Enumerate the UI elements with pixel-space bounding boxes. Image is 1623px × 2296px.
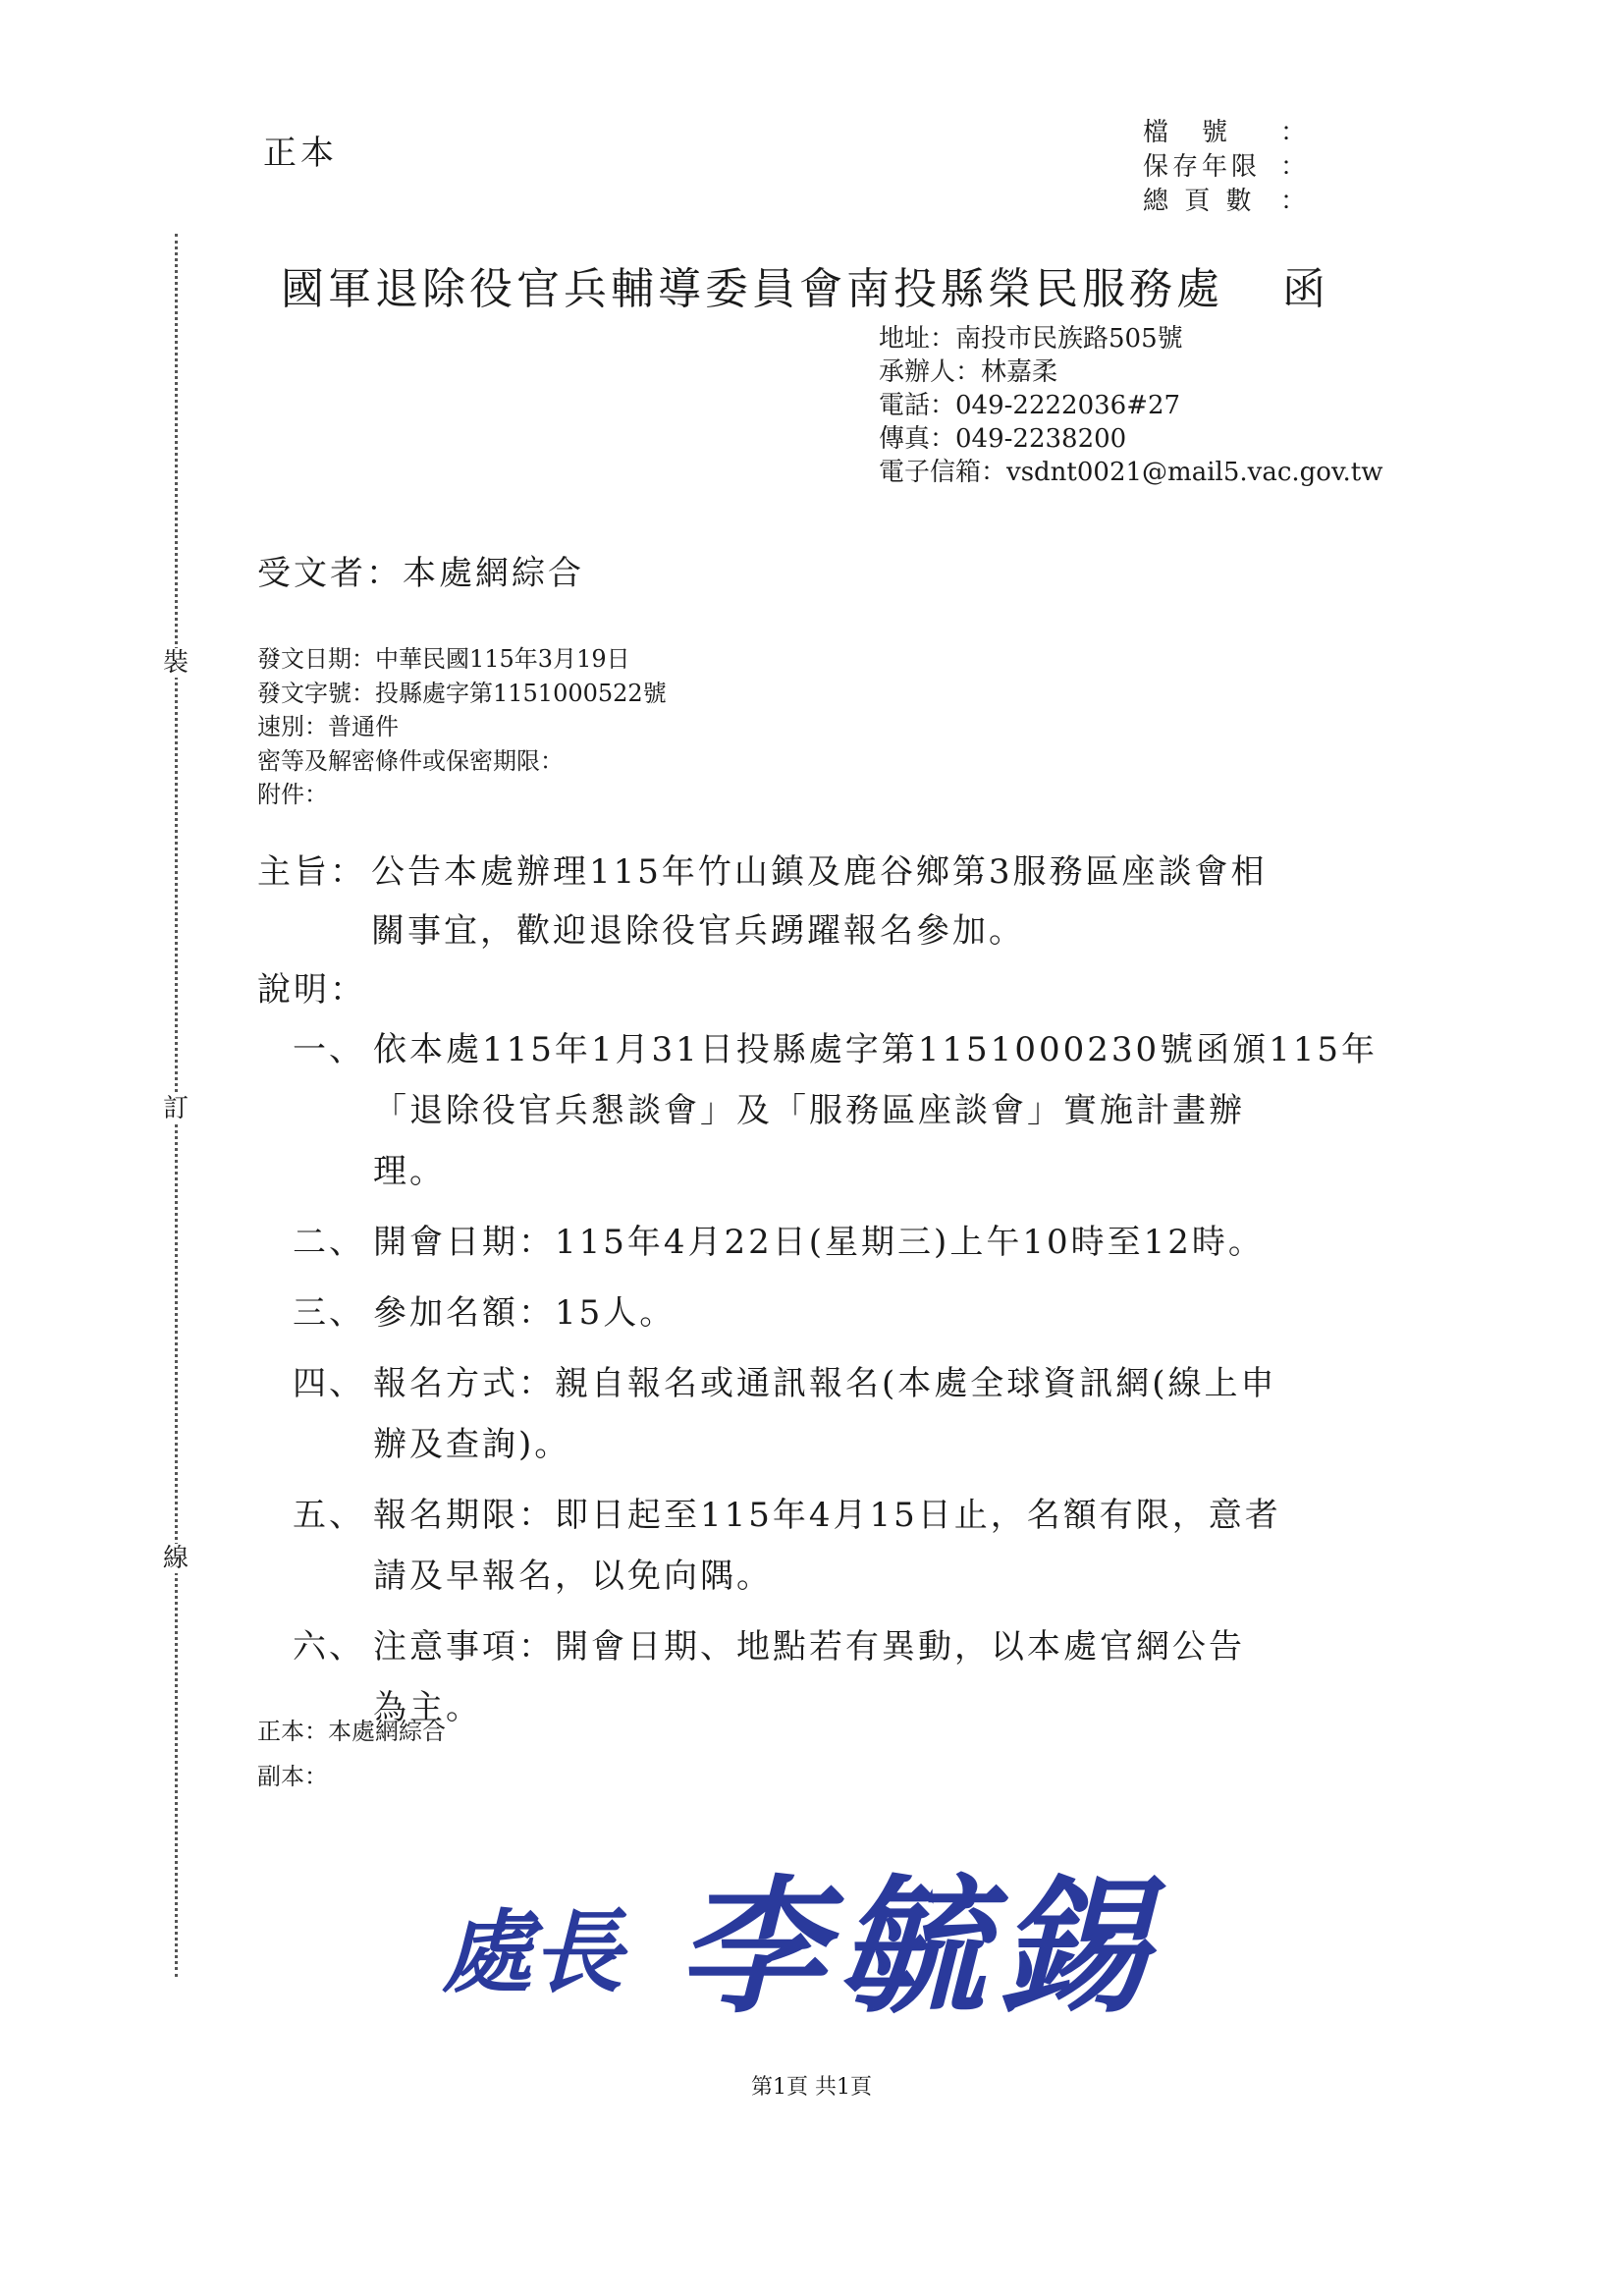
secrecy-level: 密等及解密條件或保密期限： — [257, 746, 564, 775]
item-number: 二、 — [293, 1223, 365, 1262]
page-number: 第1頁 共1頁 — [751, 2075, 872, 2100]
item-text: 報名期限：即日起至115年4月15日止，名額有限，意者 — [373, 1496, 1281, 1535]
item-text: 依本處115年1月31日投縣處字第1151000230號函頒115年 — [373, 1030, 1379, 1069]
explanation-item-3 — [293, 1283, 1402, 1343]
binding-char-zhuang: 裝 — [162, 648, 189, 678]
file-number-value: ： — [1280, 118, 1307, 147]
explanation-item-4 — [293, 1353, 1402, 1475]
subject — [257, 843, 1396, 960]
item-number: 五、 — [293, 1496, 365, 1535]
org-title — [281, 253, 1329, 316]
explanation-items — [293, 1019, 1402, 1748]
item-number: 三、 — [293, 1293, 365, 1333]
subject-text-1: 公告本處辦理115年竹山鎮及鹿谷鄉第3服務區座談會相 — [371, 852, 1268, 892]
total-pages-label: 總 頁 數 — [1143, 187, 1256, 216]
file-number-label: 檔 號 — [1143, 118, 1232, 147]
item-text: 注意事項：開會日期、地點若有異動，以本處官網公告 — [373, 1627, 1245, 1667]
item-text: 理。 — [373, 1152, 446, 1191]
explanation-label: 說明： — [257, 970, 366, 1010]
retention-value: ： — [1280, 152, 1307, 182]
item-number: 一、 — [293, 1030, 365, 1069]
item-text: 請及早報名，以免向隅。 — [373, 1557, 773, 1596]
binding-char-ding: 訂 — [162, 1094, 189, 1123]
total-pages-row — [1143, 185, 1306, 219]
item-text: 為主。 — [373, 1688, 482, 1727]
duplicate-copy: 副本： — [257, 1763, 328, 1790]
item-number: 六、 — [293, 1627, 365, 1667]
item-text: 參加名額：15人。 — [373, 1293, 676, 1333]
binding-char-xian: 線 — [162, 1544, 189, 1573]
original-copy: 正本：本處網綜合 — [257, 1718, 446, 1745]
contact-phone: 電話：049-2222036#27 — [879, 391, 1181, 420]
explanation-item-2 — [293, 1212, 1402, 1273]
retention-row — [1143, 150, 1306, 185]
contact-fax: 傳真：049-2238200 — [879, 424, 1127, 454]
attachment: 附件： — [257, 781, 328, 808]
item-text: 開會日期：115年4月22日(星期三)上午10時至12時。 — [373, 1223, 1265, 1262]
signature-title: 處長 — [442, 1899, 623, 2005]
recipient: 受文者：本處網綜合 — [257, 554, 584, 593]
subject-label: 主旨： — [257, 852, 366, 892]
item-text: 辦及查詢)。 — [373, 1425, 571, 1464]
issue-date: 發文日期：中華民國115年3月19日 — [257, 645, 630, 673]
item-text: 「退除役官兵懇談會」及「服務區座談會」實施計畫辦 — [373, 1091, 1245, 1130]
explanation-item-1 — [293, 1019, 1402, 1202]
subject-line-1 — [257, 843, 1396, 902]
file-meta — [1143, 116, 1306, 219]
file-number-row — [1143, 116, 1306, 150]
copy-label: 正本 — [263, 134, 338, 173]
contact-handler: 承辦人：林嘉柔 — [879, 357, 1058, 387]
issue-number: 發文字號：投縣處字第1151000522號 — [257, 679, 667, 707]
doc-info — [257, 642, 667, 812]
delivery-speed: 速別：普通件 — [257, 713, 399, 740]
item-number: 四、 — [293, 1364, 365, 1403]
contact-address: 地址：南投市民族路505號 — [879, 324, 1183, 354]
explanation-item-6 — [293, 1616, 1402, 1738]
doc-type: 函 — [1282, 264, 1329, 314]
subject-line-2: 關事宜，歡迎退除役官兵踴躍報名參加。 — [371, 911, 1025, 951]
item-text: 報名方式：親自報名或通訊報名(本處全球資訊網(線上申 — [373, 1364, 1277, 1403]
director-signature-stamp — [422, 1836, 1208, 2033]
contact-block — [879, 322, 1383, 489]
contact-email: 電子信箱：vsdnt0021@mail5.vac.gov.tw — [879, 458, 1383, 487]
copies-block — [257, 1709, 446, 1799]
org-name: 國軍退除役官兵輔導委員會南投縣榮民服務處 — [281, 264, 1223, 314]
retention-label: 保存年限 — [1143, 152, 1262, 182]
total-pages-value: ： — [1280, 187, 1307, 216]
signature-name: 李毓錫 — [677, 1861, 1162, 2033]
explanation-item-5 — [293, 1485, 1402, 1607]
